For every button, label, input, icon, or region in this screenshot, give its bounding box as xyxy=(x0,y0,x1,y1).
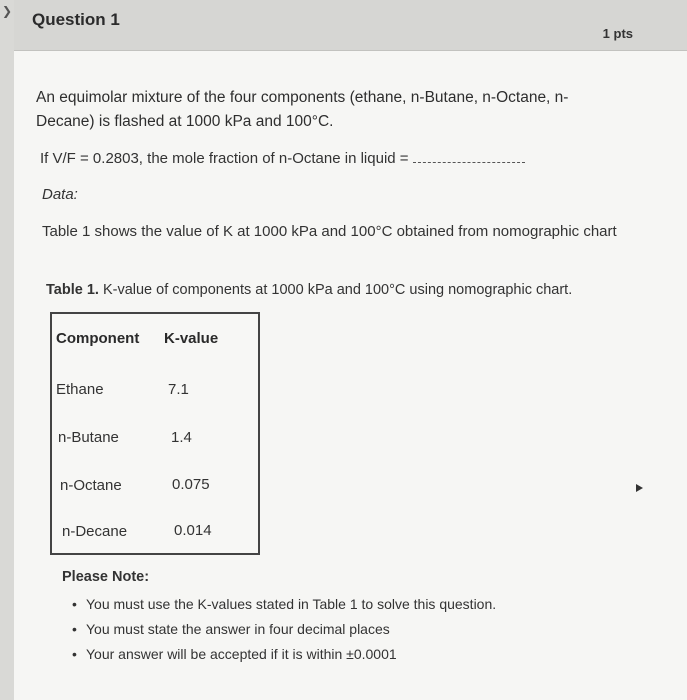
chevron-right-icon[interactable]: ❯ xyxy=(2,4,13,18)
list-item: • Your answer will be accepted if it is within ±0.0001 xyxy=(72,642,632,667)
table-intro: Table 1 shows the value of K at 1000 kPa and 100°C obtained from nomographic chart xyxy=(42,223,617,240)
question-prompt: If V/F = 0.2803, the mole fraction of n-Octane in liquid = xyxy=(40,150,409,167)
left-rail xyxy=(0,0,14,700)
table-row-component: n-Decane xyxy=(62,523,128,540)
question-text: An equimolar mixture of the four components (ethane, n-Butane, n-Octane, n-Decane) is flashed at 1000 kPa and 100°C. xyxy=(36,89,569,130)
list-item: • You must use the K-values stated in Table 1 to solve this question. xyxy=(72,592,632,617)
table-header-component: Component xyxy=(56,330,140,347)
question-title: Question 1 xyxy=(32,10,120,29)
table-caption-text: K-value of components at 1000 kPa and 100°C using nomographic chart. xyxy=(98,282,573,298)
k-value-table xyxy=(50,312,260,555)
question-card xyxy=(14,0,687,700)
table-row-component: Ethane xyxy=(56,381,104,398)
notes-title: Please Note: xyxy=(62,569,150,585)
table-row-k-value: 1.4 xyxy=(171,429,192,446)
notes-list xyxy=(72,592,632,667)
table-row-k-value: 0.014 xyxy=(174,522,212,539)
table-caption-label: Table 1. xyxy=(46,282,99,298)
question-header xyxy=(14,0,687,51)
answer-blank[interactable] xyxy=(413,162,525,163)
cursor-icon xyxy=(636,484,643,492)
table-caption xyxy=(46,282,646,298)
question-prompt-line xyxy=(40,150,640,167)
table-row-k-value: 7.1 xyxy=(168,381,189,398)
data-label: Data: xyxy=(42,186,78,203)
table-row-k-value: 0.075 xyxy=(172,476,210,493)
table-row-component: n-Octane xyxy=(60,477,122,494)
list-item: • You must state the answer in four decimal places xyxy=(72,617,632,642)
table-header-k-value: K-value xyxy=(164,330,219,347)
table-row-component: n-Butane xyxy=(58,429,119,446)
question-points: 1 pts xyxy=(602,26,633,41)
